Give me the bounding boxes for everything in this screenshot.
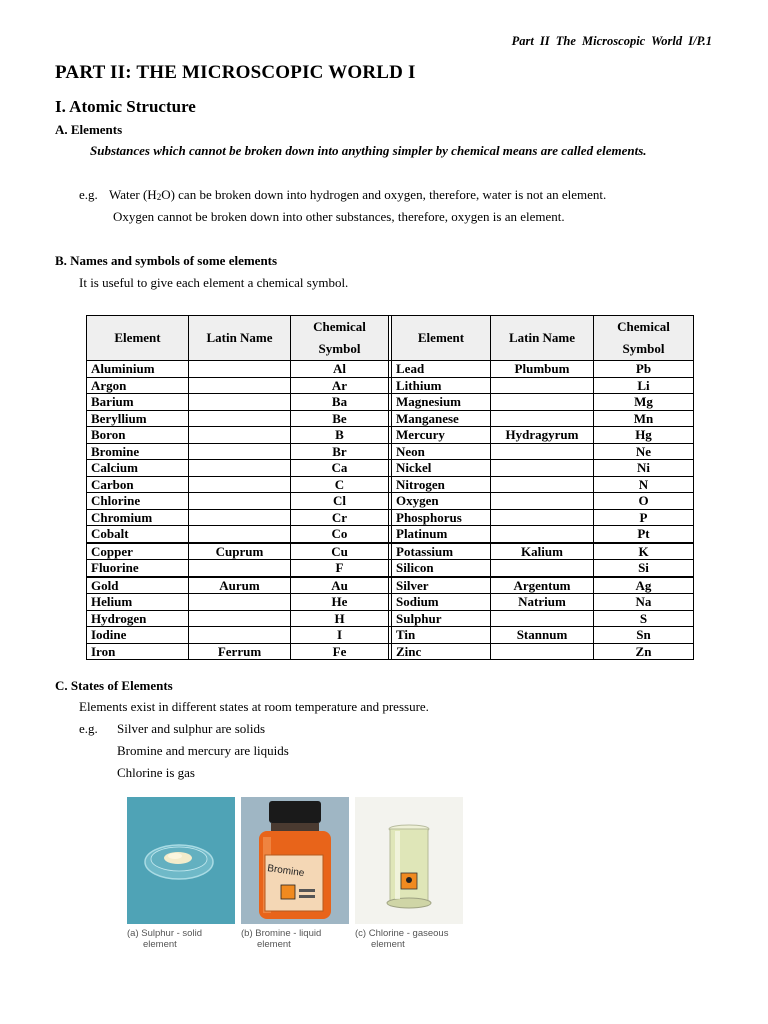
element-name: Beryllium [87,410,189,427]
element-name: Oxygen [392,493,491,510]
latin-name [491,493,594,510]
table-row [87,643,694,660]
heading-names-symbols: B. Names and symbols of some elements [55,253,278,268]
elements-table [86,315,694,660]
element-symbol: Ca [291,460,389,477]
table-header-row [87,316,694,361]
latin-name [491,560,594,577]
latin-name [189,493,291,510]
element-name: Mercury [392,427,491,444]
element-name: Chlorine [87,493,189,510]
table-row [87,577,694,594]
element-symbol: S [594,610,694,627]
table-row [87,526,694,543]
table-row [87,560,694,577]
table-row [87,476,694,493]
bottle-label: Bromine [266,863,306,880]
col-element-2: Element [392,316,491,361]
chlorine-photo [355,797,463,924]
example-water-post: O) can be broken down into hydrogen and oxygen, therefore, water is not an element. [161,187,607,202]
element-symbol: F [291,560,389,577]
element-symbol: Ni [594,460,694,477]
latin-name [189,627,291,644]
table-row [87,610,694,627]
latin-name [491,526,594,543]
heading-states: C. States of Elements [55,678,173,693]
element-name: Nickel [392,460,491,477]
latin-name [189,443,291,460]
states-intro: Elements exist in different states at room temperature and pressure. [79,699,429,714]
element-name: Iron [87,643,189,660]
element-symbol: Pt [594,526,694,543]
table-row [87,427,694,444]
latin-name [189,476,291,493]
col-element: Element [87,316,189,361]
element-symbol: He [291,594,389,611]
example-oxygen: Oxygen cannot be broken down into other substances, therefore, oxygen is an element. [113,209,565,224]
element-name: Manganese [392,410,491,427]
element-symbol: H [291,610,389,627]
element-symbol: I [291,627,389,644]
table-row [87,460,694,477]
element-symbol: Hg [594,427,694,444]
col-symbol: Chemical Symbol [291,316,389,361]
chlorine-caption-1: (c) Chlorine - gaseous [355,928,449,939]
latin-name [189,377,291,394]
latin-name [491,643,594,660]
col-symbol-2: Chemical Symbol [594,316,694,361]
element-symbol: Ne [594,443,694,460]
element-name: Iodine [87,627,189,644]
element-symbol: O [594,493,694,510]
element-name: Sulphur [392,610,491,627]
table-row [87,493,694,510]
bromine-caption [241,929,321,950]
element-name: Silver [392,577,491,594]
element-name: Platinum [392,526,491,543]
chlorine-caption-2: element [371,938,405,950]
table-row [87,594,694,611]
element-name: Gold [87,577,189,594]
latin-name [491,410,594,427]
example-label: e.g. [79,187,98,202]
element-symbol: Li [594,377,694,394]
element-symbol: K [594,543,694,560]
element-symbol: Mg [594,394,694,411]
element-symbol: Sn [594,627,694,644]
latin-name: Ferrum [189,643,291,660]
element-name: Carbon [87,476,189,493]
elements-table-body [87,361,694,660]
latin-name [491,377,594,394]
bromine-photo [241,797,349,924]
latin-name [189,427,291,444]
element-symbol: Br [291,443,389,460]
element-symbol: Na [594,594,694,611]
symbols-intro: It is useful to give each element a chemical symbol. [79,275,349,290]
latin-name [189,460,291,477]
page-header: Part II The Microscopic World I/P.1 [511,34,712,48]
table-row [87,377,694,394]
element-symbol: Fe [291,643,389,660]
element-name: Bromine [87,443,189,460]
example-water [109,187,606,203]
element-name: Phosphorus [392,509,491,526]
latin-name: Kalium [491,543,594,560]
table-row [87,509,694,526]
element-symbol: Be [291,410,389,427]
latin-name [491,394,594,411]
table-row [87,394,694,411]
latin-name [189,410,291,427]
page-title: PART II: THE MICROSCOPIC WORLD I [55,62,416,83]
element-symbol: Si [594,560,694,577]
water-subscript: 2 [156,192,162,202]
chlorine-caption [355,929,448,950]
section-atomic-structure: I. Atomic Structure [55,97,196,116]
element-name: Sodium [392,594,491,611]
sulphur-caption-1: (a) Sulphur - solid [127,928,202,939]
element-name: Neon [392,443,491,460]
states-gas: Chlorine is gas [117,765,195,780]
element-symbol: Au [291,577,389,594]
latin-name [189,560,291,577]
latin-name [189,526,291,543]
element-name: Calcium [87,460,189,477]
sulphur-caption [127,929,202,950]
element-symbol: Co [291,526,389,543]
element-name: Chromium [87,509,189,526]
sulphur-caption-2: element [143,938,177,950]
table-row [87,543,694,560]
sulphur-photo [127,797,235,924]
element-name: Barium [87,394,189,411]
latin-name: Stannum [491,627,594,644]
states-liquids: Bromine and mercury are liquids [117,743,289,758]
table-row [87,410,694,427]
element-symbol: Ag [594,577,694,594]
element-name: Boron [87,427,189,444]
latin-name [189,509,291,526]
latin-name [491,443,594,460]
element-symbol: C [291,476,389,493]
element-definition: Substances which cannot be broken down into anything simpler by chemical means are called elements. [90,143,647,158]
element-symbol: P [594,509,694,526]
element-symbol: Ba [291,394,389,411]
latin-name [189,361,291,378]
element-symbol: Pb [594,361,694,378]
latin-name: Aurum [189,577,291,594]
element-symbol: Zn [594,643,694,660]
element-name: Zinc [392,643,491,660]
latin-name: Cuprum [189,543,291,560]
latin-name [189,594,291,611]
latin-name: Natrium [491,594,594,611]
latin-name: Hydragyrum [491,427,594,444]
col-latin-name: Latin Name [189,316,291,361]
latin-name: Plumbum [491,361,594,378]
element-symbol: N [594,476,694,493]
element-name: Lithium [392,377,491,394]
latin-name [491,476,594,493]
element-name: Nitrogen [392,476,491,493]
element-symbol: Ar [291,377,389,394]
element-name: Potassium [392,543,491,560]
element-symbol: Cr [291,509,389,526]
bromine-caption-2: element [257,938,291,950]
latin-name [189,610,291,627]
element-name: Helium [87,594,189,611]
element-symbol: Mn [594,410,694,427]
table-row [87,361,694,378]
element-name: Silicon [392,560,491,577]
element-name: Lead [392,361,491,378]
element-name: Magnesium [392,394,491,411]
element-name: Hydrogen [87,610,189,627]
table-row [87,627,694,644]
element-name: Aluminium [87,361,189,378]
states-example-label: e.g. [79,721,98,736]
element-name: Tin [392,627,491,644]
element-name: Copper [87,543,189,560]
latin-name [491,610,594,627]
latin-name [491,509,594,526]
element-symbol: Cl [291,493,389,510]
element-name: Fluorine [87,560,189,577]
latin-name [189,394,291,411]
element-name: Argon [87,377,189,394]
element-symbol: Cu [291,543,389,560]
table-row [87,443,694,460]
heading-elements: A. Elements [55,122,123,137]
example-water-pre: Water (H [109,187,157,202]
latin-name: Argentum [491,577,594,594]
element-symbol: B [291,427,389,444]
col-latin-name-2: Latin Name [491,316,594,361]
element-name: Cobalt [87,526,189,543]
element-symbol: Al [291,361,389,378]
states-solids: Silver and sulphur are solids [117,721,266,736]
latin-name [491,460,594,477]
bromine-caption-1: (b) Bromine - liquid [241,928,322,939]
